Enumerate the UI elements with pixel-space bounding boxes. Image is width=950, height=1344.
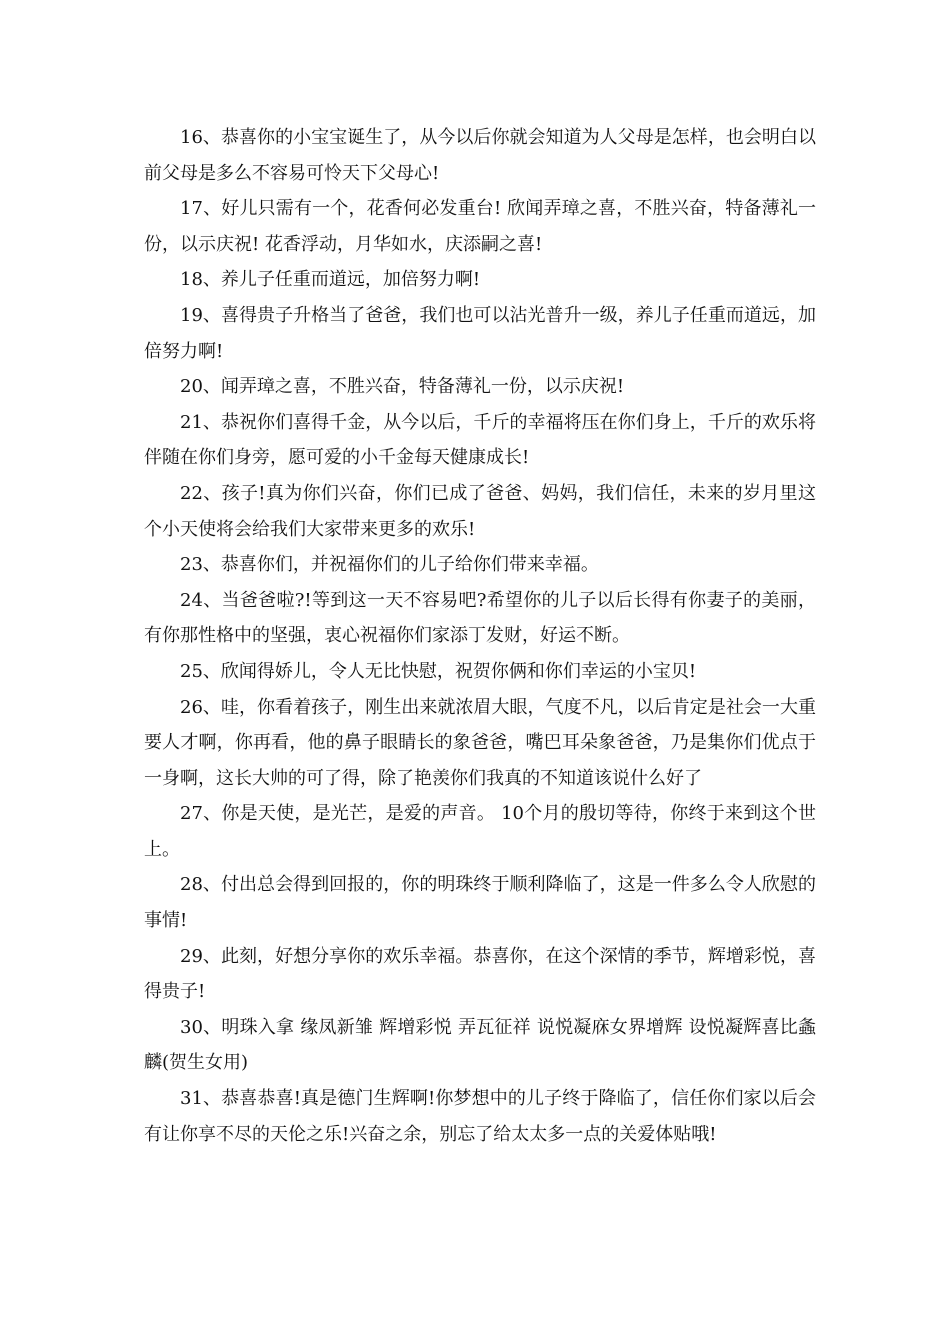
paragraph-31: 31、恭喜恭喜!真是德门生辉啊!你梦想中的儿子终于降临了，信任你们家以后会有让你享不尽的天伦之乐!兴奋之余，别忘了给太太多一点的关爱体贴哦! bbox=[144, 1088, 816, 1145]
paragraph-26: 26、哇，你看着孩子，刚生出来就浓眉大眼，气度不凡，以后肯定是社会一大重要人才啊，你再看，他的鼻子眼睛长的象爸爸，嘴巴耳朵象爸爸，乃是集你们优点于一身啊，这长大帅的可了得，除了艳羡你们我真的不知道该说什么好了 bbox=[144, 696, 816, 789]
paragraph-28: 28、付出总会得到回报的，你的明珠终于顺利降临了，这是一件多么令人欣慰的事情! bbox=[144, 874, 816, 932]
paragraph-21: 21、恭祝你们喜得千金，从今以后，千斤的幸福将压在你们身上，千斤的欢乐将伴随在你们身旁，愿可爱的小千金每天健康成长! bbox=[144, 411, 816, 469]
paragraph-24: 24、当爸爸啦?!等到这一天不容易吧?希望你的儿子以后长得有你妻子的美丽，有你那性格中的坚强，衷心祝福你们家添丁发财，好运不断。 bbox=[144, 589, 816, 647]
paragraph-18: 18、养儿子任重而道远，加倍努力啊! bbox=[180, 269, 481, 291]
paragraph-16: 16、恭喜你的小宝宝诞生了，从今以后你就会知道为人父母是怎样，也会明白以前父母是多么不容易可怜天下父母心! bbox=[144, 127, 816, 184]
document-body bbox=[144, 120, 816, 1152]
paragraph-22: 22、孩子!真为你们兴奋，你们已成了爸爸、妈妈，我们信任，未来的岁月里这个小天使将会给我们大家带来更多的欢乐! bbox=[144, 482, 816, 540]
paragraph-17: 17、好儿只需有一个，花香何必发重台! 欣闻弄璋之喜，不胜兴奋，特备薄礼一份，以示庆祝! 花香浮动，月华如水，庆添嗣之喜! bbox=[144, 198, 816, 255]
paragraph-27: 27、你是天使，是光芒，是爱的声音。 10个月的殷切等待，你终于来到这个世上。 bbox=[144, 803, 816, 860]
paragraph-20: 20、闻弄璋之喜，不胜兴奋，特备薄礼一份，以示庆祝! bbox=[180, 376, 625, 398]
paragraph-19: 19、喜得贵子升格当了爸爸，我们也可以沾光普升一级，养儿子任重而道远，加倍努力啊! bbox=[144, 304, 816, 362]
paragraph-30: 30、明珠入拿 缘凤新雏 辉增彩悦 弄瓦征祥 说悦凝庥女界增辉 设悦凝辉喜比螽麟(贺生女用) bbox=[144, 1016, 816, 1074]
paragraph-29: 29、此刻，好想分享你的欢乐幸福。恭喜你，在这个深情的季节，辉增彩悦，喜得贵子! bbox=[144, 945, 816, 1003]
paragraph-23: 23、恭喜你们，并祝福你们的儿子给你们带来幸福。 bbox=[180, 554, 599, 576]
paragraph-25: 25、欣闻得娇儿，令人无比快慰，祝贺你俩和你们幸运的小宝贝! bbox=[180, 660, 697, 682]
